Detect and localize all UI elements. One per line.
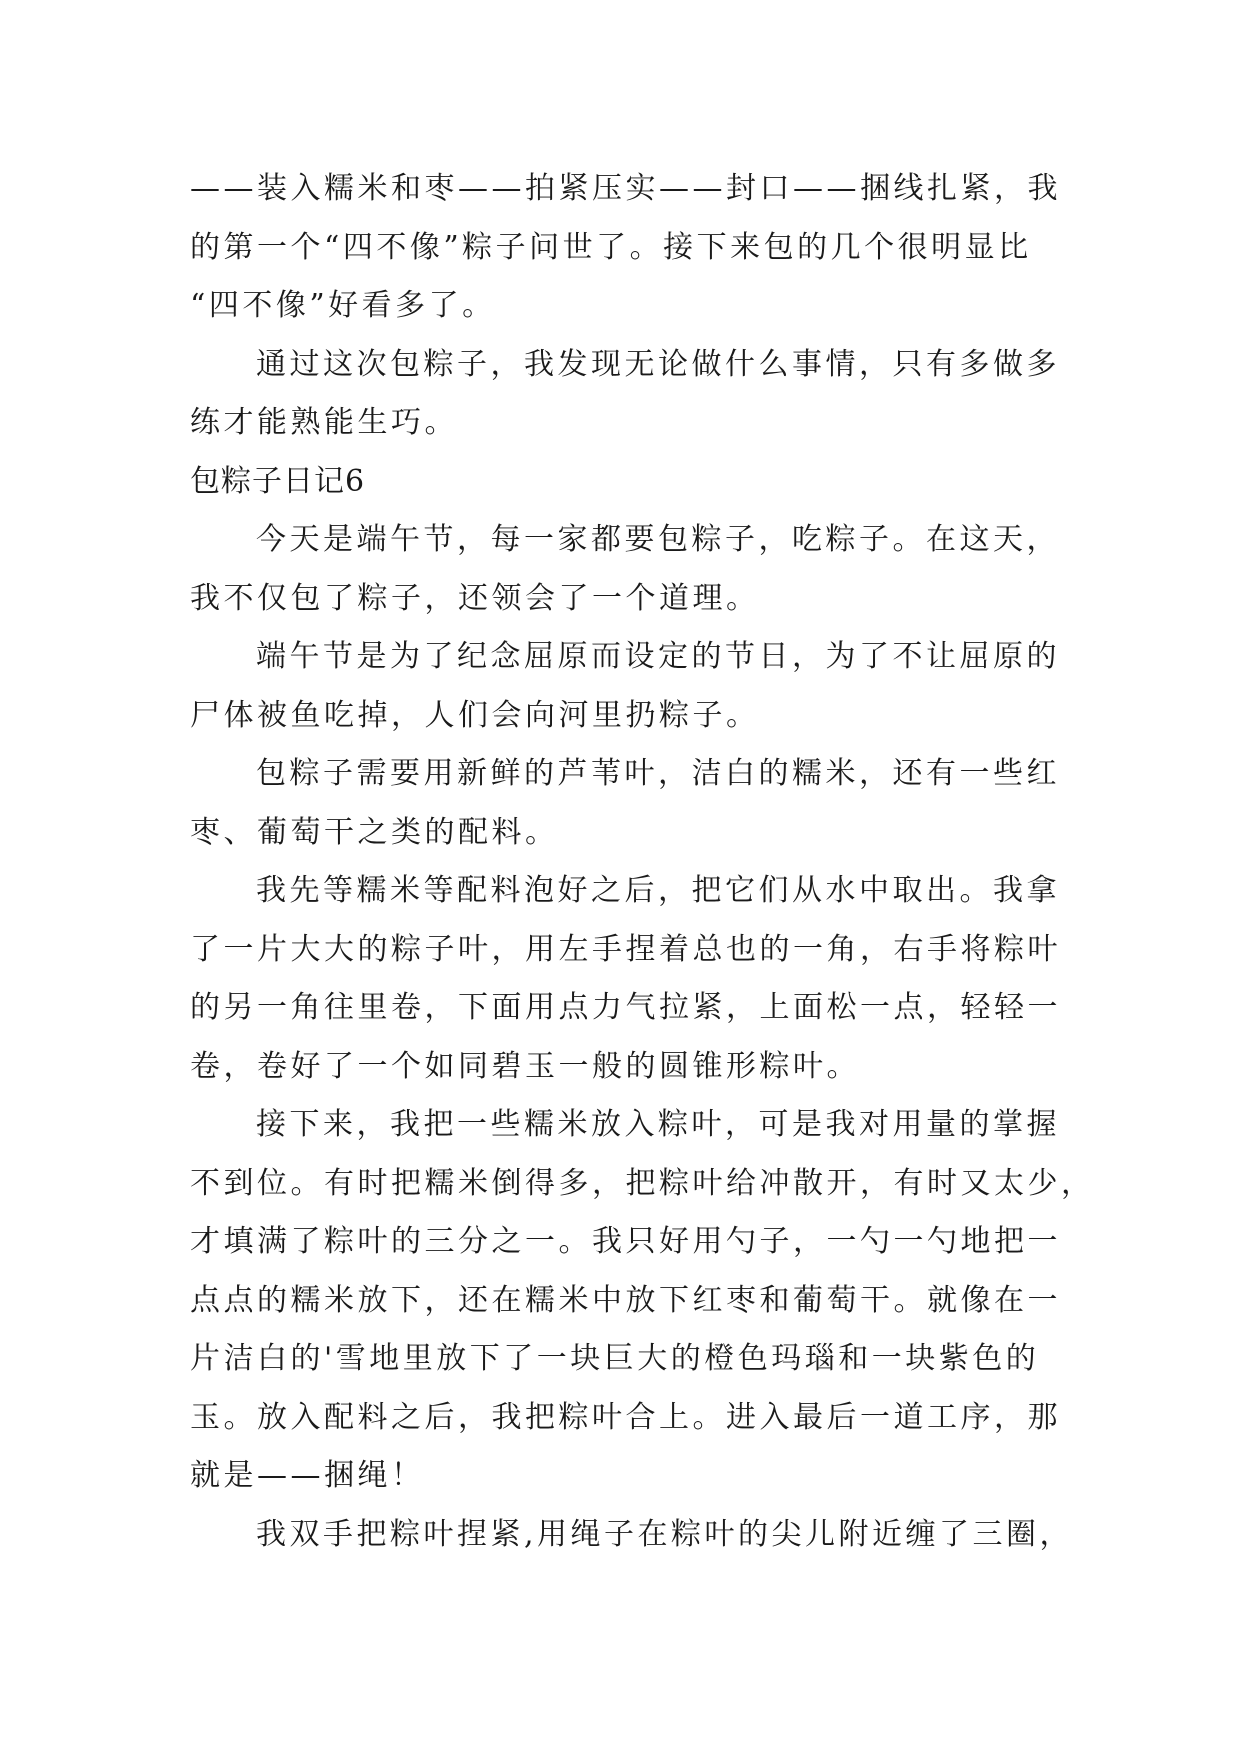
- text-line: 就是——捆绳！: [190, 1458, 425, 1493]
- document-body: [190, 160, 1095, 1564]
- paragraph-start-line: 端午节是为了纪念屈原而设定的节日，为了不让屈原的: [256, 639, 1060, 674]
- paragraph-start-line: 我先等糯米等配料泡好之后，把它们从水中取出。我拿: [256, 873, 1060, 908]
- text-line: ——装入糯米和枣——拍紧压实——封口——捆线扎紧，我: [190, 171, 1061, 206]
- text-line: “四不像”好看多了。: [190, 288, 496, 323]
- text-line: 我不仅包了粽子，还领会了一个道理。: [190, 580, 760, 616]
- paragraph-start-line: 接下来，我把一些糯米放入粽叶，可是我对用量的掌握: [256, 1107, 1060, 1142]
- paragraph-start-line: 通过这次包粽子，我发现无论做什么事情，只有多做多: [256, 346, 1060, 382]
- text-line: 尸体被鱼吃掉，人们会向河里扔粽子。: [190, 697, 760, 733]
- paragraph-start-line: 我双手把粽叶捏紧,用绳子在粽叶的尖儿附近缠了三圈，: [256, 1516, 1074, 1552]
- text-line: 卷，卷好了一个如同碧玉一般的圆锥形粽叶。: [190, 1048, 860, 1084]
- text-line: 的第一个“四不像”粽子问世了。接下来包的几个很明显比: [190, 229, 1032, 265]
- text-line: 才填满了粽叶的三分之一。我只好用勺子，一勺一勺地把一: [190, 1224, 1061, 1259]
- text-line: 枣、葡萄干之类的配料。: [190, 814, 559, 850]
- text-line: 练才能熟能生巧。: [190, 405, 458, 440]
- section-heading: 包粽子日记6: [190, 463, 366, 499]
- text-line: 点点的糯米放下，还在糯米中放下红枣和葡萄干。就像在一: [190, 1282, 1061, 1318]
- text-line: 玉。放入配料之后，我把粽叶合上。进入最后一道工序，那: [190, 1399, 1061, 1435]
- paragraph-start-line: 今天是端午节，每一家都要包粽子，吃粽子。在这天，: [256, 522, 1060, 557]
- text-line: 不到位。有时把糯米倒得多，把粽叶给冲散开，有时又太少，: [190, 1165, 1095, 1201]
- paragraph-start-line: 包粽子需要用新鲜的芦苇叶，洁白的糯米，还有一些红: [256, 756, 1060, 791]
- text-line: 了一片大大的粽子叶，用左手捏着总也的一角，右手将粽叶: [190, 931, 1061, 967]
- text-line: 的另一角往里卷，下面用点力气拉紧，上面松一点，轻轻一: [190, 990, 1061, 1025]
- text-line: 片洁白的'雪地里放下了一块巨大的橙色玛瑙和一块紫色的: [190, 1341, 1040, 1376]
